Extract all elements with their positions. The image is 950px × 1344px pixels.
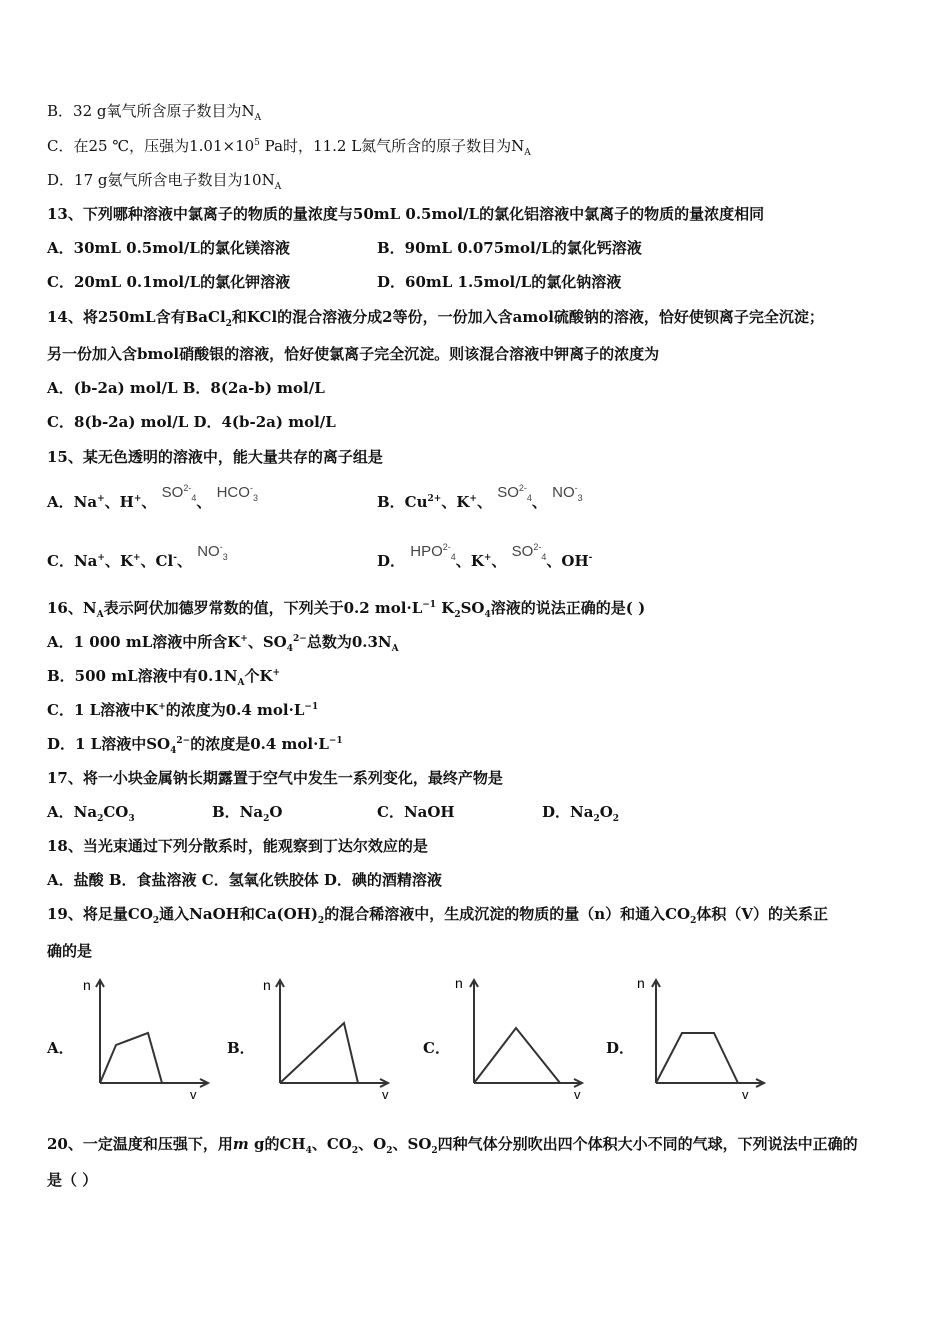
q15-option-b: B．$Cu^{2+}$、K+、 $SO^{2-}_4$、 $NO^-_3$ xyxy=(377,483,583,511)
q19-graph-b xyxy=(258,975,393,1100)
q17-option-d: D．$Na_2O_2$ xyxy=(542,803,620,824)
q16-option-a: A．1 000 mL溶液中所含K+、$SO_4^{2-}$总数为$0.3N_A$ xyxy=(47,633,399,654)
q15-stem: 15、某无色透明的溶液中，能大量共存的离子组是 xyxy=(47,448,383,466)
axis-n-label: n xyxy=(83,977,91,993)
q19-graph-a xyxy=(78,975,213,1100)
q12-option-c: C．在25 ℃，压强为$1.01\times 10^5$ Pa时，11.2 L氮气所含的原子数目为$N_A$ xyxy=(47,137,531,158)
q18-stem: 18、当光束通过下列分散系时，能观察到丁达尔效应的是 xyxy=(47,837,428,855)
q13-option-c: C．20mL 0.1mol/L的氯化钾溶液 xyxy=(47,273,291,291)
q15-option-c: C．Na+、K+、Cl-、 $NO^-_3$ xyxy=(47,542,228,570)
nitrate-ion: $NO^-_3$ xyxy=(552,483,583,503)
q19-label-d: D． xyxy=(606,1039,635,1057)
q12-option-b: B．32 g氧气所含原子数目为$N_A$ xyxy=(47,102,262,123)
sulfate-ion: $SO^{2-}_4$ xyxy=(497,483,532,503)
graph-curve xyxy=(656,1033,738,1083)
axis-v-label: v xyxy=(742,1087,749,1102)
q15-option-d: D． $HPO^{2-}_4$、K+、 $SO^{2-}_4$、OH- xyxy=(377,542,593,570)
q19-graph-d xyxy=(634,975,769,1100)
axis-v-label: v xyxy=(382,1087,389,1102)
q20-stem-line2: 是（ ） xyxy=(47,1171,98,1189)
q16-option-d: D．1 L溶液中$SO_4^{2-}$的浓度是0.4 $mol\cdot L^{-1}$ xyxy=(47,735,343,756)
axis-v-label: v xyxy=(574,1087,581,1102)
q17-option-a: A．$Na_2CO_3$ xyxy=(47,803,135,824)
q19-label-a: A． xyxy=(47,1039,74,1057)
q17-option-b: B．$Na_2O$ xyxy=(212,803,283,824)
q13-option-b: B．90mL 0.075mol/L的氯化钙溶液 xyxy=(377,239,642,257)
axis-n-label: n xyxy=(637,975,645,991)
q12-option-d: D．17 g氨气所含电子数目为$10N_A$ xyxy=(47,171,282,192)
q19-stem-line1: 19、将足量$CO_2$通入NaOH和$Ca(OH)_2$的混合稀溶液中，生成沉淀的物质的量（n）和通入$CO_2$体积（V）的关系正 xyxy=(47,905,829,926)
graph-curve xyxy=(474,1028,560,1083)
q16-option-c: C．1 L溶液中K+的浓度为0.4 $mol\cdot L^{-1}$ xyxy=(47,701,319,719)
q17-option-c: C．NaOH xyxy=(377,803,455,821)
graph-curve xyxy=(100,1033,162,1083)
q19-stem-line2: 确的是 xyxy=(47,942,93,960)
sulfate-ion: $SO^{2-}_4$ xyxy=(161,483,197,503)
q14-options-cd: C．8(b-2a) mol/L D．4(b-2a) mol/L xyxy=(47,413,336,431)
q15-option-a: A．Na+、H+、 $SO^{2-}_4$、 $HCO^-_3$ xyxy=(47,483,258,511)
graph-curve xyxy=(280,1023,358,1083)
q13-option-a: A．30mL 0.5mol/L的氯化镁溶液 xyxy=(47,239,290,257)
q13-stem: 13、下列哪种溶液中氯离子的物质的量浓度与50mL 0.5mol/L的氯化铝溶液中氯离子的物质的量浓度相同 xyxy=(47,205,765,223)
q14-options-ab: A．(b-2a) mol/L B．8(2a-b) mol/L xyxy=(47,379,325,397)
axis-n-label: n xyxy=(263,977,271,993)
q14-stem-line2: 另一份加入含bmol硝酸银的溶液，恰好使氯离子完全沉淀。则该混合溶液中钾离子的浓度为 xyxy=(47,345,660,363)
q16-stem: 16、$N_A$表示阿伏加德罗常数的值，下列关于0.2 $mol\cdot L^{-1}$ $K_2SO_4$溶液的说法正确的是( ) xyxy=(47,599,646,620)
q16-option-b: B．500 mL溶液中有$0.1N_A$个K+ xyxy=(47,667,281,688)
q19-graph-c xyxy=(452,975,587,1100)
hydrogen-phosphate-ion: $HPO^{2-}_4$ xyxy=(410,542,456,562)
q13-option-d: D．60mL 1.5mol/L的氯化钠溶液 xyxy=(377,273,622,291)
bicarbonate-ion: $HCO^-_3$ xyxy=(216,483,258,503)
q18-options: A．盐酸 B．食盐溶液 C．氢氧化铁胶体 D．碘的酒精溶液 xyxy=(47,871,442,889)
nitrate-ion: $NO^-_3$ xyxy=(197,542,228,562)
axis-v-label: v xyxy=(190,1087,197,1102)
q17-stem: 17、将一小块金属钠长期露置于空气中发生一系列变化，最终产物是 xyxy=(47,769,503,787)
q19-label-c: C． xyxy=(423,1039,450,1057)
q20-stem-line1: 20、一定温度和压强下，用m g的$CH_4$、$CO_2$、$O_2$、$SO_2$四种气体分别吹出四个体积大小不同的气球，下列说法中正确的 xyxy=(47,1135,858,1156)
q19-label-b: B． xyxy=(227,1039,255,1057)
axis-n-label: n xyxy=(455,975,463,991)
sulfate-ion: $SO^{2-}_4$ xyxy=(511,542,547,562)
q14-stem-line1: 14、将250mL含有BaCl$_2$和KCl的混合溶液分成2等份，一份加入含amol硫酸钠的溶液，恰好使钡离子完全沉淀； xyxy=(47,308,824,329)
